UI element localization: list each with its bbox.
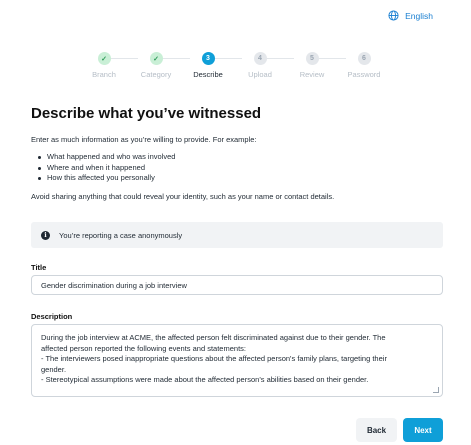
step-number: 3 (202, 52, 215, 65)
description-line: During the job interview at ACME, the affected person felt discriminated against due to their gender. The (41, 333, 386, 342)
list-item: Where and when it happened (47, 163, 175, 174)
step-password (338, 52, 390, 79)
step-number: 6 (358, 52, 371, 65)
step-label: Describe (193, 70, 223, 79)
step-category (130, 52, 182, 79)
language-selector[interactable] (388, 10, 433, 21)
step-describe (182, 52, 234, 79)
description-textarea[interactable] (31, 324, 443, 397)
title-input[interactable] (31, 275, 443, 295)
anonymous-notice-text: You’re reporting a case anonymously (59, 230, 183, 240)
page-title: Describe what you’ve witnessed (31, 105, 262, 122)
step-branch (78, 52, 130, 79)
back-button[interactable]: Back (356, 418, 397, 442)
progress-stepper (86, 52, 386, 82)
description-line: - Stereotypical assumptions were made about the affected person's abilities based on their gender. (41, 375, 369, 384)
step-number: 5 (306, 52, 319, 65)
language-label: English (405, 10, 433, 21)
step-label: Branch (92, 70, 116, 79)
step-number: 4 (254, 52, 267, 65)
check-icon: ✓ (98, 52, 111, 65)
description-line: - The interviewers posed inappropriate questions about the affected person's family plans, targeting their (41, 354, 387, 363)
step-upload (234, 52, 286, 79)
step-label: Password (347, 70, 381, 79)
anonymous-notice (31, 222, 443, 248)
description-line: affected person reported the following events and statements: (41, 343, 246, 353)
step-label: Category (140, 70, 172, 79)
next-button[interactable]: Next (403, 418, 443, 442)
list-item: What happened and who was involved (47, 152, 176, 161)
title-label: Title (31, 263, 47, 272)
resize-handle-icon[interactable] (433, 387, 439, 393)
privacy-hint: Avoid sharing anything that could reveal your identity, such as your name or contact details. (31, 192, 335, 201)
info-icon: i (41, 231, 50, 240)
example-list (47, 152, 175, 184)
list-item: How this affected you personally (47, 173, 175, 184)
description-label: Description (31, 312, 73, 321)
check-icon: ✓ (150, 52, 163, 65)
step-review (286, 52, 338, 79)
step-label: Upload (248, 70, 272, 79)
description-line: gender. (41, 364, 67, 374)
globe-icon (388, 10, 399, 21)
intro-text: Enter as much information as you’re willing to provide. For example: (31, 135, 257, 144)
step-label: Review (299, 70, 325, 79)
